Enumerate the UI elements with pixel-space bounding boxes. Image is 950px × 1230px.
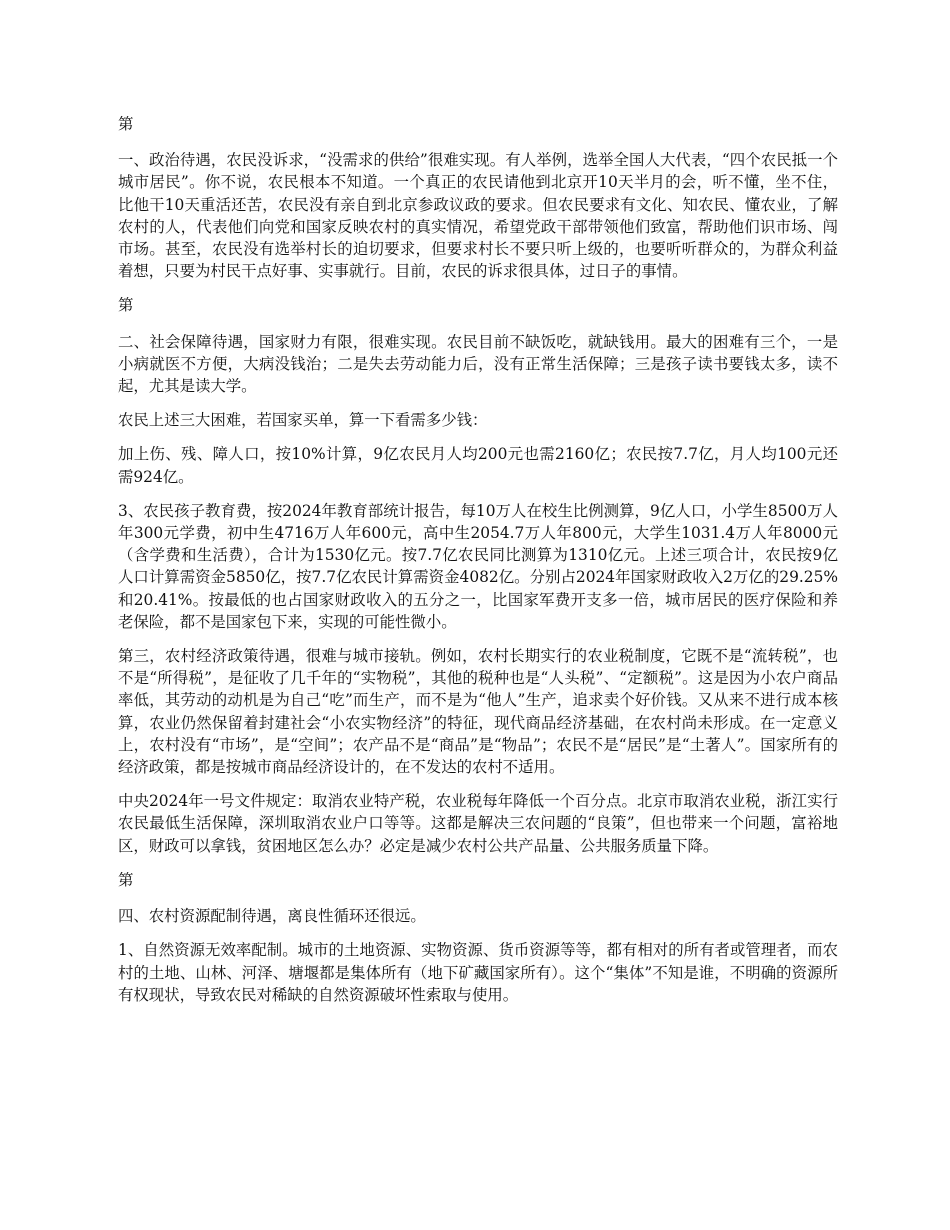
paragraph-cost-intro: 农民上述三大困难，若国家买单，算一下看需多少钱： <box>118 411 488 430</box>
paragraph-political-treatment: 一、政治待遇，农民没诉求，“没需求的供给”很难实现。有人举例，选举全国人大代表，“四个农民抵一个城市居民”。你不说，农民根本不知道。一个真正的农民请他到北京开10天半月的会，听不懂，坐不住，比他干10天重活还苦，农民没有亲自到北京参政议政的要求。但农民要求有文化、知农民、懂农业，了解农村的人，代表他们向党和国家反映农村的真实情况，希望党政干部带领他们致富，帮助他们识市场、闯市场。甚至，农民没有选举村长的迫切要求，但要求村长不要只听上级的，也要听听群众的，为群众利益着想，只要为村民干点好事、实事就行。目前，农民的诉求很具体，过日子的事情。 <box>118 151 838 281</box>
paragraph-social-security: 二、社会保障待遇，国家财力有限，很难实现。农民目前不缺饭吃，就缺钱用。最大的困难有三个，一是小病就医不方便，大病没钱治；二是失去劳动能力后，没有正常生活保障；三是孩子读书要钱太多，读不起，尤其是读大学。 <box>118 332 838 396</box>
paragraph-resource-allocation: 四、农村资源配制待遇，离良性循环还很远。 <box>118 907 426 926</box>
section-marker: 第 <box>118 115 134 133</box>
document-body <box>118 113 838 1018</box>
section-marker: 第 <box>118 296 134 315</box>
paragraph-natural-resources: 1、自然资源无效率配制。城市的土地资源、实物资源、货币资源等等，都有相对的所有者或管理者，而农村的土地、山林、河泽、塘堰都是集体所有（地下矿藏国家所有）。这个“集体”不知是谁，不明确的资源所有权现状，导致农民对稀缺的自然资源破坏性索取与使用。 <box>118 941 838 1004</box>
section-marker: 第 <box>118 870 134 889</box>
paragraph-economic-policy: 第三，农村经济政策待遇，很难与城市接轨。例如，农村长期实行的农业税制度，它既不是“流转税”，也不是“所得税”，是征收了几千年的“实物税”，其他的税种也是“人头税”、“定额税”。这是因为小农户商品率低，其劳动的动机是为自己“吃”而生产，而不是为“他人”生产，追求卖个好价钱。又从来不进行成本核算，农业仍然保留着封建社会“小农实物经济”的特征，现代商品经济基础，在农村尚未形成。在一定意义上，农村没有“市场”，是“空间”；农产品不是“商品”是“物品”；农民不是“居民”是“土著人”。国家所有的经济政策，都是按城市商品经济设计的，在不发达的农村不适用。 <box>118 647 838 777</box>
paragraph-central-document: 中央2024年一号文件规定：取消农业特产税，农业税每年降低一个百分点。北京市取消农业税，浙江实行农民最低生活保障，深圳取消农业户口等等。这都是解决三农问题的“良策”，但也带来一个问题，富裕地区，财政可以拿钱，贫困地区怎么办？必定是减少农村公共产品量、公共服务质量下降。 <box>118 792 838 855</box>
paragraph-education-cost: 3、农民孩子教育费，按2024年教育部统计报告，每10万人在校生比例测算，9亿人口，小学生8500万人年300元学费，初中生4716万人年600元，高中生2054.7万人年800元，大学生1031.4万人年8000元（含学费和生活费），合计为1530亿元。按7.7亿农民同比测算为1310亿元。上述三项合计，农民按9亿人口计算需资金5850亿，按7.7亿农民计算需资金4082亿。分别占2024年国家财政收入2万亿的29.25%和20.41%。按最低的也占国家财政收入的五分之一，比国家军费开支多一倍，城市居民的医疗保险和养老保险，都不是国家包下来，实现的可能性微小。 <box>118 501 838 631</box>
paragraph-disability-cost: 加上伤、残、障人口，按10%计算，9亿农民月人均200元也需2160亿；农民按7.7亿，月人均100元还需924亿。 <box>118 445 838 486</box>
